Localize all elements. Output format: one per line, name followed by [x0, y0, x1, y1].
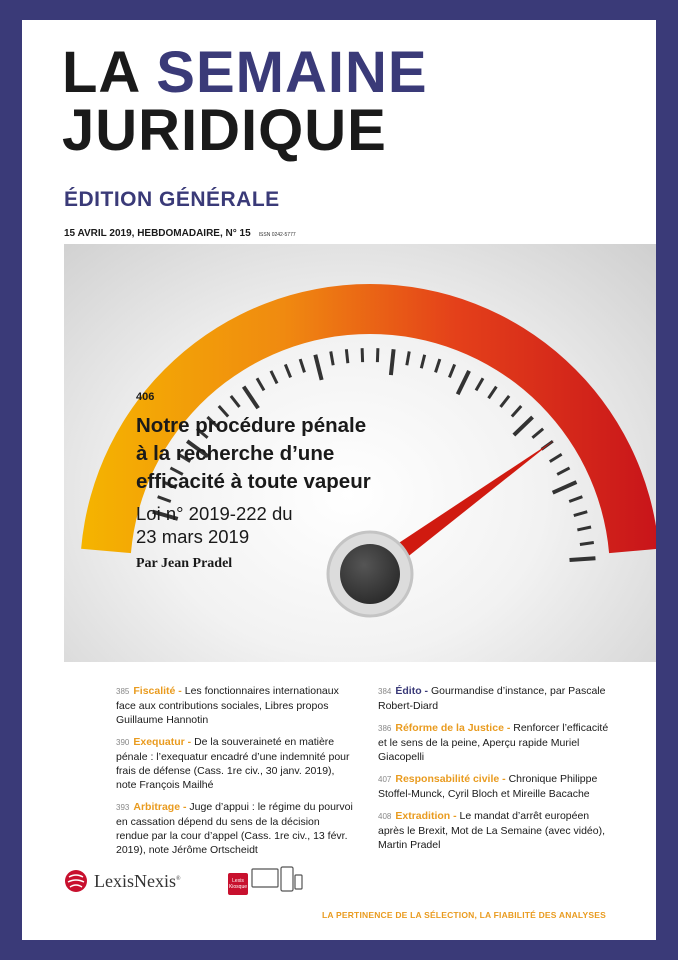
- feature-title-line: Notre procédure pénale: [136, 414, 367, 437]
- masthead-semaine: SEMAINE: [156, 40, 428, 105]
- summary-item[interactable]: 390 Exequatur - De la souveraineté en matière pénale : l’exequatur encadré d’une indemnité pour frais de défense (Cass. 1re civ., 30 janv. 2019), note François Mailhé: [116, 736, 350, 791]
- gauge-tick: [449, 364, 454, 377]
- summary-column-right: [378, 684, 614, 860]
- article-topic: Réforme de la Justice: [395, 722, 504, 734]
- summary-item[interactable]: 393 Arbitrage - Juge d’appui : le régime du pourvoi en cassation dépend du sens de la décision rendue par la cour d’appel (Cass. 1re civ., 13 févr. 2019), note Jérôme Ortscheidt: [116, 801, 353, 856]
- edition-label: ÉDITION GÉNÉRALE: [64, 188, 280, 211]
- gauge-tick: [489, 387, 497, 399]
- gauge-tick: [550, 454, 562, 461]
- tagline: LA PERTINENCE DE LA SÉLECTION, LA FIABILITÉ DES ANALYSES: [322, 910, 607, 920]
- issn: ISSN 0242-5777: [258, 232, 296, 238]
- lexis-kiosque[interactable]: [228, 865, 303, 895]
- feature-subtitle: [136, 502, 476, 548]
- gauge-tick: [577, 527, 591, 530]
- summary-item[interactable]: 384 Édito - Gourmandise d’instance, par Pascale Robert-Diard: [378, 685, 606, 712]
- gauge-tick: [391, 349, 394, 375]
- issue-dateline: [64, 228, 296, 239]
- feature-title: [136, 412, 476, 496]
- article-number: 386: [378, 724, 392, 733]
- gauge-tick: [476, 378, 483, 390]
- feature-title-line: efficacité à toute vapeur: [136, 470, 371, 493]
- lexisnexis-logo[interactable]: [64, 869, 181, 893]
- summary-item[interactable]: 386 Réforme de la Justice - Renforcer l’efficacité et le sens de la peine, Aperçu rapide Muriel Giacopelli: [378, 722, 609, 763]
- gauge-tick: [300, 359, 304, 372]
- devices-icon: [251, 865, 303, 895]
- gauge-tick: [580, 543, 594, 545]
- article-topic: Extradition: [395, 810, 451, 822]
- feature-number: 406: [136, 391, 155, 403]
- gauge-tick: [346, 349, 347, 363]
- masthead-juridique: JURIDIQUE: [62, 98, 387, 163]
- summary-item[interactable]: 408 Extradition - Le mandat d’arrêt européen après le Brexit, Mot de La Semaine (avec vidéo), Martin Pradel: [378, 810, 606, 851]
- article-text: Les fonctionnaires internationaux face aux contributions sociales, Libres propos Guillaume Hannotin: [116, 685, 339, 726]
- masthead: [62, 40, 428, 163]
- article-topic: Exequatur: [133, 736, 185, 748]
- gauge-tick: [557, 468, 569, 475]
- feature-title-line: à la recherche d’une: [136, 442, 335, 465]
- summary-column-left: [116, 684, 354, 865]
- article-text: Gourmandise d’instance, par Pascale Robert-Diard: [378, 685, 606, 712]
- masthead-line-1: [62, 40, 428, 105]
- article-text: Renforcer l’efficacité et le sens de la peine, Aperçu rapide Muriel Giacopelli: [378, 722, 609, 763]
- gauge-tick: [514, 417, 533, 435]
- gauge-tick: [501, 396, 510, 407]
- gauge-tick: [436, 359, 440, 372]
- feature-article: [136, 391, 476, 572]
- gauge-tick: [271, 371, 277, 384]
- article-topic: Fiscalité: [133, 685, 176, 697]
- gauge-tick: [553, 482, 577, 493]
- feature-subtitle-line: 23 mars 2019: [136, 526, 250, 547]
- article-number: 408: [378, 812, 392, 821]
- article-topic: Responsabilité civile: [395, 773, 500, 785]
- issue-date: 15 AVRIL 2019, HEBDOMADAIRE, N° 15: [64, 228, 251, 239]
- article-topic: Édito: [395, 685, 422, 697]
- article-number: 384: [378, 687, 392, 696]
- feature-author: Par Jean Pradel: [136, 556, 233, 571]
- speedometer-illustration: [64, 244, 656, 662]
- article-number: 407: [378, 775, 392, 784]
- brand-name: LexisNexis®: [94, 870, 181, 891]
- article-text: Le mandat d’arrêt européen après le Brexit, Mot de La Semaine (avec vidéo), Martin Pradel: [378, 810, 606, 851]
- lexisnexis-globe-icon: [64, 869, 88, 893]
- article-text: Chronique Philippe Stoffel-Munck, Cyril Bloch et Mireille Bacache: [378, 773, 598, 800]
- gauge-tick: [569, 497, 582, 502]
- article-text: Juge d’appui : le régime du pourvoi en cassation dépend du sens de la décision rendue par la cour d’appel (Cass. 1re civ., 13 févr. 2019), note Jérôme Ortscheidt: [116, 801, 353, 856]
- article-topic: Arbitrage: [133, 801, 181, 813]
- gauge-tick: [407, 351, 409, 365]
- article-number: 393: [116, 803, 130, 812]
- gauge-tick: [257, 378, 264, 390]
- summary-item[interactable]: 407 Responsabilité civile - Chronique Philippe Stoffel-Munck, Cyril Bloch et Mireille Bacache: [378, 773, 598, 800]
- gauge-tick: [331, 351, 333, 365]
- gauge-tick: [421, 355, 424, 369]
- feature-subtitle-line: Loi n° 2019-222 du: [136, 503, 293, 524]
- gauge-tick: [315, 355, 321, 380]
- article-number: 385: [116, 687, 130, 696]
- gauge-tick: [512, 406, 521, 416]
- masthead-la: LA: [62, 40, 157, 105]
- gauge-tick: [570, 558, 596, 560]
- article-number: 390: [116, 738, 130, 747]
- gauge-tick: [574, 512, 587, 516]
- gauge-tick: [285, 364, 290, 377]
- summary-item[interactable]: 385 Fiscalité - Les fonctionnaires internationaux face aux contributions sociales, Libres propos Guillaume Hannotin: [116, 685, 339, 726]
- gauge-tick: [532, 429, 543, 438]
- kiosque-badge: Lexis Kiosque: [228, 873, 248, 895]
- magazine-cover: [22, 20, 656, 940]
- article-text: De la souveraineté en matière pénale : l’exequatur encadré d’une indemnité pour frais de défense (Cass. 1re civ., 30 janv. 2019), note François Mailhé: [116, 736, 350, 791]
